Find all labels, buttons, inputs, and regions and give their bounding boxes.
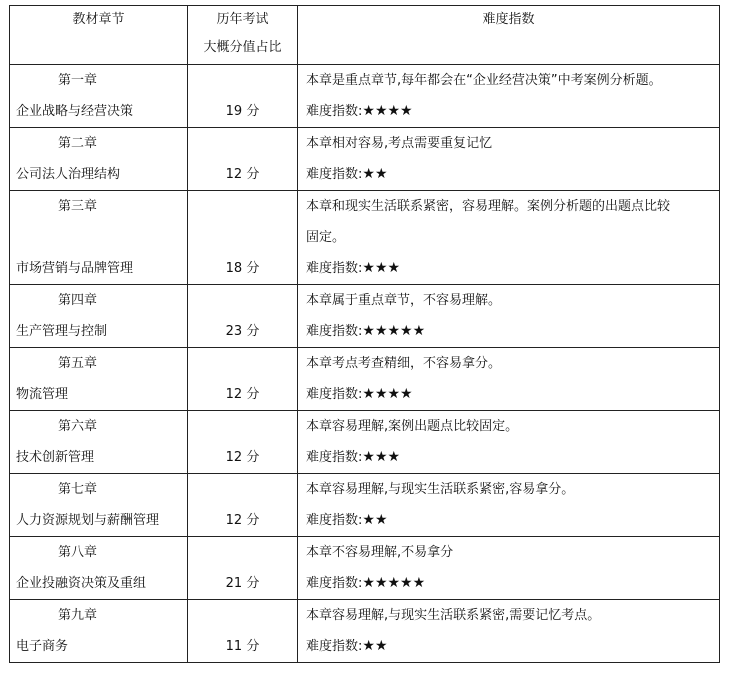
score-cell	[188, 348, 298, 411]
star-rating-icon: ★★★★	[362, 103, 413, 119]
chapter-number: 第一章	[58, 73, 98, 88]
difficulty-label: 难度指数:	[306, 450, 363, 465]
header-score-line2: 大概分值占比	[203, 40, 282, 55]
difficulty-label: 难度指数:	[306, 261, 363, 276]
star-rating-icon: ★★	[362, 638, 388, 654]
table-row	[10, 348, 720, 411]
difficulty-cell	[298, 348, 720, 411]
header-difficulty-cell	[298, 6, 720, 65]
score-value: 12 分	[225, 387, 260, 402]
difficulty-description: 本章相对容易,考点需要重复记忆	[306, 136, 493, 151]
table-row	[10, 65, 720, 128]
score-value: 12 分	[225, 450, 260, 465]
difficulty-description: 本章不容易理解,不易拿分	[306, 545, 454, 560]
header-row	[10, 6, 720, 65]
chapter-number: 第九章	[58, 608, 98, 623]
star-rating-icon: ★★	[362, 512, 388, 528]
difficulty-cell	[298, 474, 720, 537]
table-row	[10, 285, 720, 348]
difficulty-cell	[298, 285, 720, 348]
score-cell	[188, 537, 298, 600]
chapter-number: 第七章	[58, 482, 98, 497]
score-value: 12 分	[225, 167, 260, 182]
difficulty-label: 难度指数:	[306, 639, 363, 654]
score-value: 12 分	[225, 513, 260, 528]
table-row	[10, 474, 720, 537]
difficulty-description: 本章容易理解,与现实生活联系紧密,需要记忆考点。	[306, 608, 601, 623]
score-cell	[188, 65, 298, 128]
difficulty-label: 难度指数:	[306, 576, 363, 591]
chapter-cell	[10, 285, 188, 348]
score-cell	[188, 600, 298, 663]
difficulty-description: 本章考点考查精细，不容易拿分。	[306, 356, 502, 371]
table-row	[10, 537, 720, 600]
score-value: 11 分	[225, 639, 260, 654]
difficulty-description: 本章和现实生活联系紧密，容易理解。案例分析题的出题点比较	[306, 199, 671, 214]
chapter-cell	[10, 474, 188, 537]
chapter-name: 人力资源规划与薪酬管理	[16, 513, 160, 528]
score-cell	[188, 474, 298, 537]
chapter-cell	[10, 600, 188, 663]
difficulty-rating	[298, 316, 719, 347]
difficulty-rating	[298, 442, 719, 473]
difficulty-rating	[298, 505, 719, 536]
difficulty-rating	[298, 568, 719, 599]
chapter-number: 第三章	[58, 199, 98, 214]
difficulty-cell	[298, 411, 720, 474]
difficulty-rating	[298, 379, 719, 410]
chapter-number: 第八章	[58, 545, 98, 560]
table-row	[10, 191, 720, 285]
score-value: 21 分	[225, 576, 260, 591]
table-row	[10, 411, 720, 474]
header-score-cell	[188, 6, 298, 65]
difficulty-label: 难度指数:	[306, 104, 363, 119]
chapter-number: 第五章	[58, 356, 98, 371]
header-chapter: 教材章节	[72, 12, 125, 27]
difficulty-description: 本章属于重点章节，不容易理解。	[306, 293, 502, 308]
star-rating-icon: ★★	[362, 166, 388, 182]
score-value: 19 分	[225, 104, 260, 119]
chapter-name: 技术创新管理	[16, 450, 95, 465]
difficulty-description: 本章容易理解,案例出题点比较固定。	[306, 419, 519, 434]
score-cell	[188, 191, 298, 285]
difficulty-cell	[298, 600, 720, 663]
difficulty-description: 本章是重点章节,每年都会在“企业经营决策”中考案例分析题。	[306, 73, 662, 88]
score-value: 18 分	[225, 261, 260, 276]
chapter-name: 公司法人治理结构	[16, 167, 121, 182]
difficulty-label: 难度指数:	[306, 513, 363, 528]
chapter-name: 生产管理与控制	[16, 324, 108, 339]
chapter-name: 市场营销与品牌管理	[16, 261, 134, 276]
header-score-line1: 历年考试	[216, 12, 269, 27]
difficulty-cell	[298, 191, 720, 285]
table-row	[10, 128, 720, 191]
chapter-name: 企业战略与经营决策	[16, 104, 134, 119]
chapter-name: 物流管理	[16, 387, 69, 402]
difficulty-label: 难度指数:	[306, 324, 363, 339]
score-cell	[188, 128, 298, 191]
score-cell	[188, 285, 298, 348]
chapter-name: 企业投融资决策及重组	[16, 576, 147, 591]
star-rating-icon: ★★★	[362, 449, 401, 465]
difficulty-label: 难度指数:	[306, 387, 363, 402]
chapter-cell	[10, 348, 188, 411]
header-difficulty: 难度指数	[482, 12, 535, 27]
chapter-name: 电子商务	[16, 639, 69, 654]
star-rating-icon: ★★★	[362, 260, 401, 276]
chapter-cell	[10, 411, 188, 474]
difficulty-rating	[298, 631, 719, 662]
chapter-number: 第四章	[58, 293, 98, 308]
chapter-cell	[10, 191, 188, 285]
difficulty-description: 本章容易理解,与现实生活联系紧密,容易拿分。	[306, 482, 575, 497]
difficulty-cell	[298, 128, 720, 191]
table-row	[10, 600, 720, 663]
difficulty-description: 固定。	[306, 230, 346, 245]
chapter-number: 第六章	[58, 419, 98, 434]
difficulty-label: 难度指数:	[306, 167, 363, 182]
difficulty-rating	[298, 96, 719, 127]
chapter-difficulty-table	[9, 5, 720, 663]
chapter-cell	[10, 537, 188, 600]
difficulty-rating	[298, 159, 719, 190]
difficulty-cell	[298, 537, 720, 600]
score-cell	[188, 411, 298, 474]
chapter-number: 第二章	[58, 136, 98, 151]
star-rating-icon: ★★★★★	[362, 323, 426, 339]
chapter-cell	[10, 128, 188, 191]
chapter-cell	[10, 65, 188, 128]
header-chapter-cell	[10, 6, 188, 65]
score-value: 23 分	[225, 324, 260, 339]
difficulty-cell	[298, 65, 720, 128]
difficulty-rating	[298, 253, 719, 284]
star-rating-icon: ★★★★	[362, 386, 413, 402]
star-rating-icon: ★★★★★	[362, 575, 426, 591]
